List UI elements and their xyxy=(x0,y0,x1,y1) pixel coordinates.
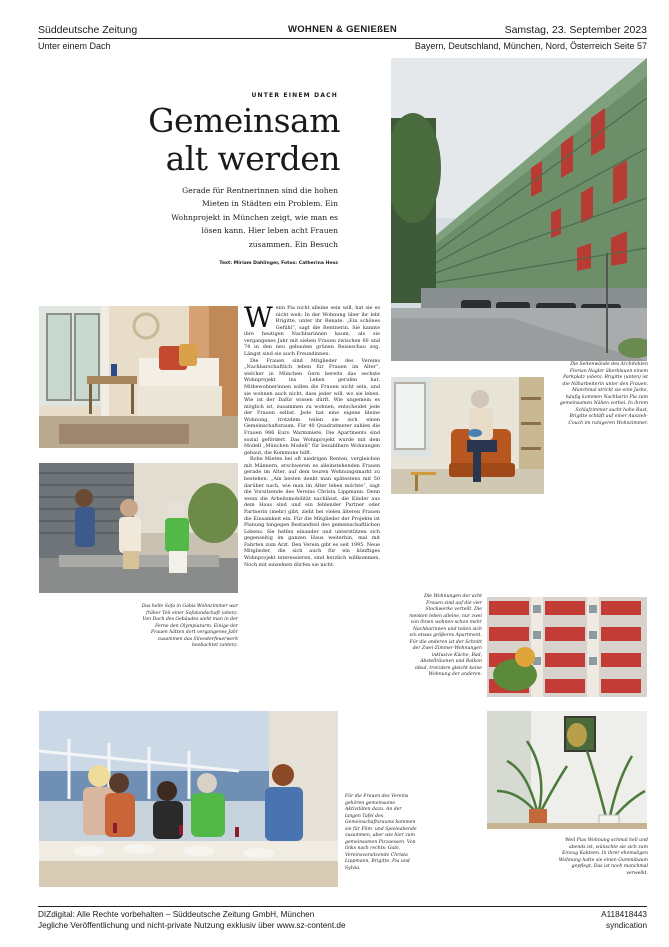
caption-window-plants: Weil Pias Wohnung schmal hell und abends ist, wünschte sie sich zum Einzug Kakteen. In ihrer ehemaligen Wohnung hatte sie einen Gummibaum gepflegt. Das ist noch manchmal verwelkt. xyxy=(558,838,648,876)
body-paragraph: Rohe Mieten bei oft niedrigen Renten, vergleichen mit Männern, erschweren es alleinstehenden Frauen gerade im Alter, auf dem teuren Wohnungsmarkt zu bestehen. „Am besten denkt man spätestens mit 50 darüber nach, wie man im Alter leben möchte“, sagt die Vorsitzende des Vereins Christa Lippmann. Denn wenn die Arbeitsmobilität nachlässt, die Kinder aus dem Haus sind und ein fehlender Partner oder Partnerin (mehr) gibt, zieht bei vielen älteren Frauen die Einsamkeit ein. Für die Mitglieder der Projekte ist Planung hingegen Bestandteil des gemeinschaftlichen Lebens. Sie helfen einander und unterstützen sich gegenseitig im ganzen Haus weiterhin, mal mit Fahrten zum Arzt. Den Verein gibt es seit 1995. Neue Mitglieder, die sich auch für ein künftiges Wohnprojekt interessieren, sind herzlich willkommen. Noch mit einzelnen dürfen sie nicht. xyxy=(244,456,380,568)
caption-dinner: Für die Frauen des Vereins gehören gemeinsame Aktivitäten dazu. An der langen Tafel des Gemeinschaftsraums kommen sie für Film- und Spieleabende zusammen, aber wie hier zum gemeinsamen Pizzaessen. Von links nach rechts: Gabi, Vereinsvorsitzende Christa Lippmann, Brigitte, Pia und Sylvia. xyxy=(345,794,417,871)
footer-rule xyxy=(38,906,647,907)
headline-line-1: Gemeinsam xyxy=(148,101,340,140)
article-kicker: UNTER EINEM DACH xyxy=(251,92,338,99)
article-body xyxy=(244,305,380,595)
rights-notice: DIZdigital: Alle Rechte vorbehalten – Süddeutsche Zeitung GmbH, München xyxy=(38,910,315,919)
photo-women-on-bench xyxy=(39,463,238,593)
section-name: WOHNEN & GENIEßEN xyxy=(287,24,398,35)
photo-woman-knitting xyxy=(391,377,544,494)
drop-cap: W xyxy=(244,305,273,334)
page-footer xyxy=(38,909,647,931)
caption-sofa-bench: Das helle Sofa in Gabis Wohnzimmer war früher Teil einer Sofalandschaft (oben). Von Dach des Gebäudes sieht man in der Ferne den Olympiaturm. Einige der Frauen hätten dort vergangenes Jahr zusammen das Silvesterfeuerwerk beobachtet (unten). xyxy=(141,604,238,648)
photo-green-apartment-building xyxy=(391,58,647,361)
masthead-subline xyxy=(38,41,647,53)
article-id: A118418443 xyxy=(601,910,647,919)
article-reference xyxy=(601,909,647,931)
article-headline xyxy=(120,102,340,178)
body-paragraph: Die Frauen sind Mitglieder des Vereins „Nachbarschaftlich leben für Frauen im Alter“, welcher in München Gern bereits das sechste Wohnprojekt ins Leben gerufen hat. Mitbewohnerinnen sollen die Frauen nicht sein, und sie wohnen auch nicht, dass jeder will, wo sie leben. Wie ist der Dafür wissen dürft. Wie ungemein es möglich ist, zusammen zu wohnen, entscheidet jede der Frauen selbst. Jede hat eine eigene kleine Wohnung, trotzdem teilen sie sich einen Gemeinschaftsraum. Für 40 Quadratmeter zahlen die Frauen 986 Euro Warmmiete. Die Apartments sind sozial gefördert. Das Wohnprojekt wurde mit dem Modell „München Modell“ für bezahlbare Wohnungen gebaut, die Kommune hilft. xyxy=(244,357,380,456)
usage-notice: Jegliche Veröffentlichung und nicht-private Nutzung exklusiv über www.sz-content.de xyxy=(38,921,346,930)
caption-facade: Die Wohnungen der acht Frauen sind auf die vier Stockwerke verteilt. Die meisten leben alleine, nur zwei von ihnen wohnen schon mehr Nachbarinnen und teilen sich ein etwas größeres Apartment. Für die anderen ist der Schnitt der Zwei-Zimmer-Wohnungen inklusive Küche, Bad, Abstellräumen und Balkon ideal, trotzdem gleicht keine Wohnung der anderen. xyxy=(409,594,482,677)
newspaper-name: Süddeutsche Zeitung xyxy=(38,24,138,36)
author-credit: Text: Miriam Dahlinger, Fotos: Catherina Hess xyxy=(219,261,338,266)
masthead-rule xyxy=(38,38,647,39)
rubric-label: Unter einem Dach xyxy=(38,41,111,51)
masthead xyxy=(38,24,647,38)
issue-date: Samstag, 23. September 2023 xyxy=(504,24,647,36)
headline-line-2: alt werden xyxy=(165,139,340,178)
body-paragraph: enn Pia nicht alleine sein will, hat sie es nicht weit: In der Wohnung über ihr lebt Brigitte, unter ihr Renate. „Ein schönes Gefühl“, sagt die Rentnerin. Sie kannte ihre heutigen Nachbarinnen kaum, als sie vergangenes Jahr mit sieben Frauen zwischen 60 und 74 in den neu gebauten grünen Reiseschau zog. Längst sind sie auch Freundinnen. xyxy=(244,305,380,358)
syndication-tag: syndication xyxy=(606,921,647,930)
article-dek: Gerade für Rentnerinnen sind die hohen Mieten in Städten ein Problem. Ein Wohnprojekt in München zeigt, wie man es lösen kann. Hier leben acht Frauen zusammen. Ein Besuch xyxy=(171,186,338,249)
photo-sofa-living-room xyxy=(39,306,238,448)
photo-plants-by-window xyxy=(487,711,647,829)
photo-red-balconies xyxy=(487,597,647,697)
photo-group-dinner xyxy=(39,711,338,887)
edition-info: Bayern, Deutschland, München, Nord, Österreich Seite 57 xyxy=(414,41,647,51)
caption-building-knitting: Die Seitenwände des Architekten Florian Nagler überblauen einem Parkplatz (oben). Brigitte (unten) ist die Näharbeiterin unter den Frauen. Manchmal strickt sie eine Jacke, häufig kommen Nachbarin Pia zum gemeinsamen Nähen vorbei. In ihrem Schlafzimmer sucht hohe Rast, Brigitte schläft auf einer Auszieh-Couch im ruhigeren Wohnzimmer. xyxy=(559,362,648,426)
